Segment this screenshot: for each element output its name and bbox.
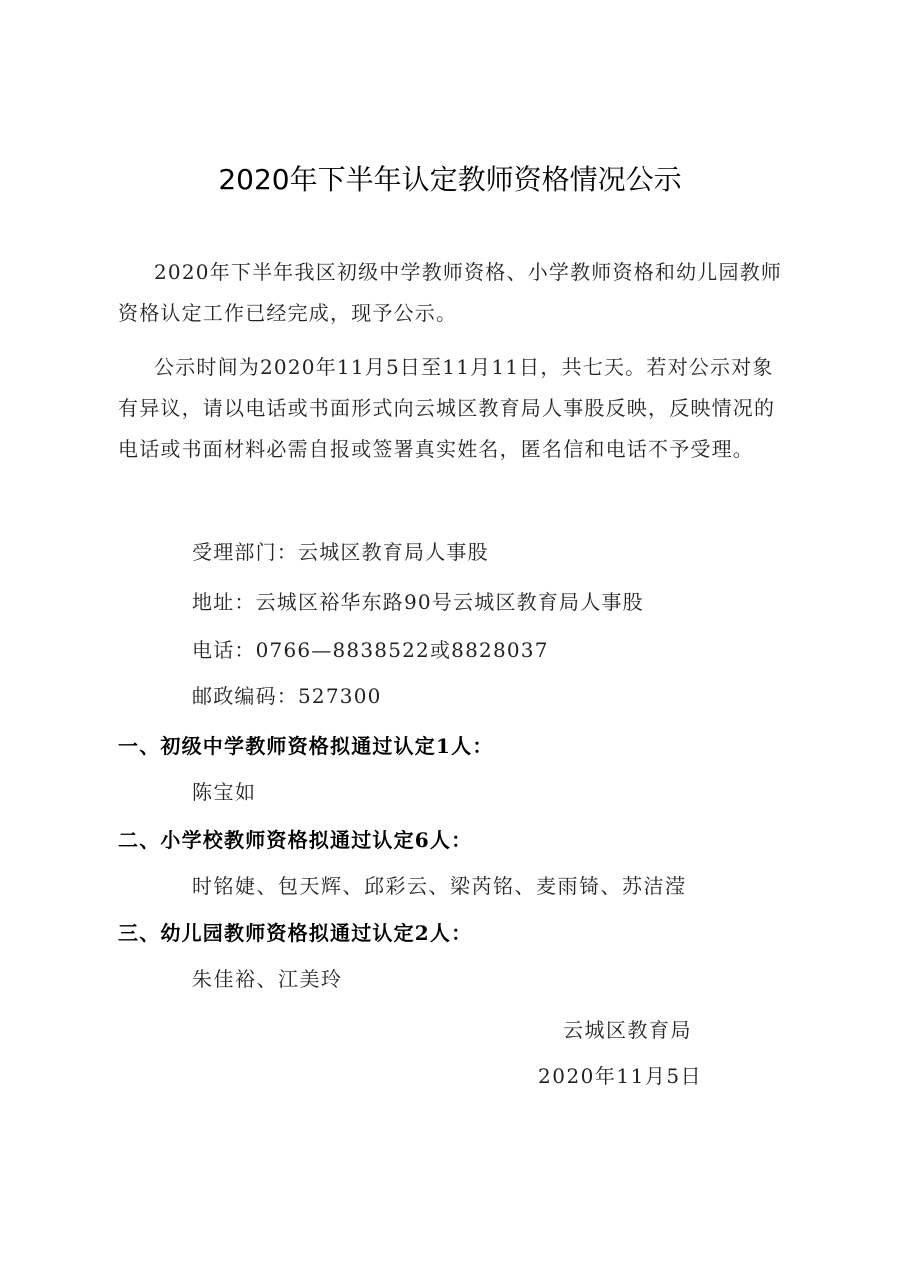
section-heading-primary-school: 二、小学校教师资格拟通过认定6人： — [118, 828, 473, 852]
section-names-primary-school: 时铭婕、包天辉、邱彩云、梁芮铭、麦雨锜、苏洁滢 — [192, 874, 687, 898]
section-heading-kindergarten: 三、幼儿园教师资格拟通过认定2人： — [118, 921, 473, 945]
intro-paragraph: 2020年下半年我区初级中学教师资格、小学教师资格和幼儿园教师资格认定工作已经完成，现予公示。 — [118, 260, 783, 325]
signature-issuer: 云城区教育局 — [563, 1018, 692, 1042]
notice-period-paragraph: 公示时间为2020年11月5日至11月11日，共七天。若对公示对象有异议，请以电话或书面形式向云城区教育局人事股反映，反映情况的电话或书面材料必需自报或签署真实姓名，匿名信和电话不予受理。 — [118, 355, 776, 461]
section-names-kindergarten: 朱佳裕、江美玲 — [192, 967, 343, 991]
section-names-middle-school: 陈宝如 — [192, 780, 257, 804]
contact-address: 地址：云城区裕华东路90号云城区教育局人事股 — [192, 590, 644, 614]
contact-phone: 电话：0766—8838522或8828037 — [192, 638, 549, 662]
section-heading-middle-school: 一、初级中学教师资格拟通过认定1人： — [118, 734, 494, 758]
contact-department: 受理部门：云城区教育局人事股 — [192, 540, 489, 564]
signature-date: 2020年11月5日 — [538, 1064, 703, 1088]
document-title: 2020年下半年认定教师资格情况公示 — [218, 163, 682, 196]
contact-postcode: 邮政编码：527300 — [192, 684, 382, 708]
